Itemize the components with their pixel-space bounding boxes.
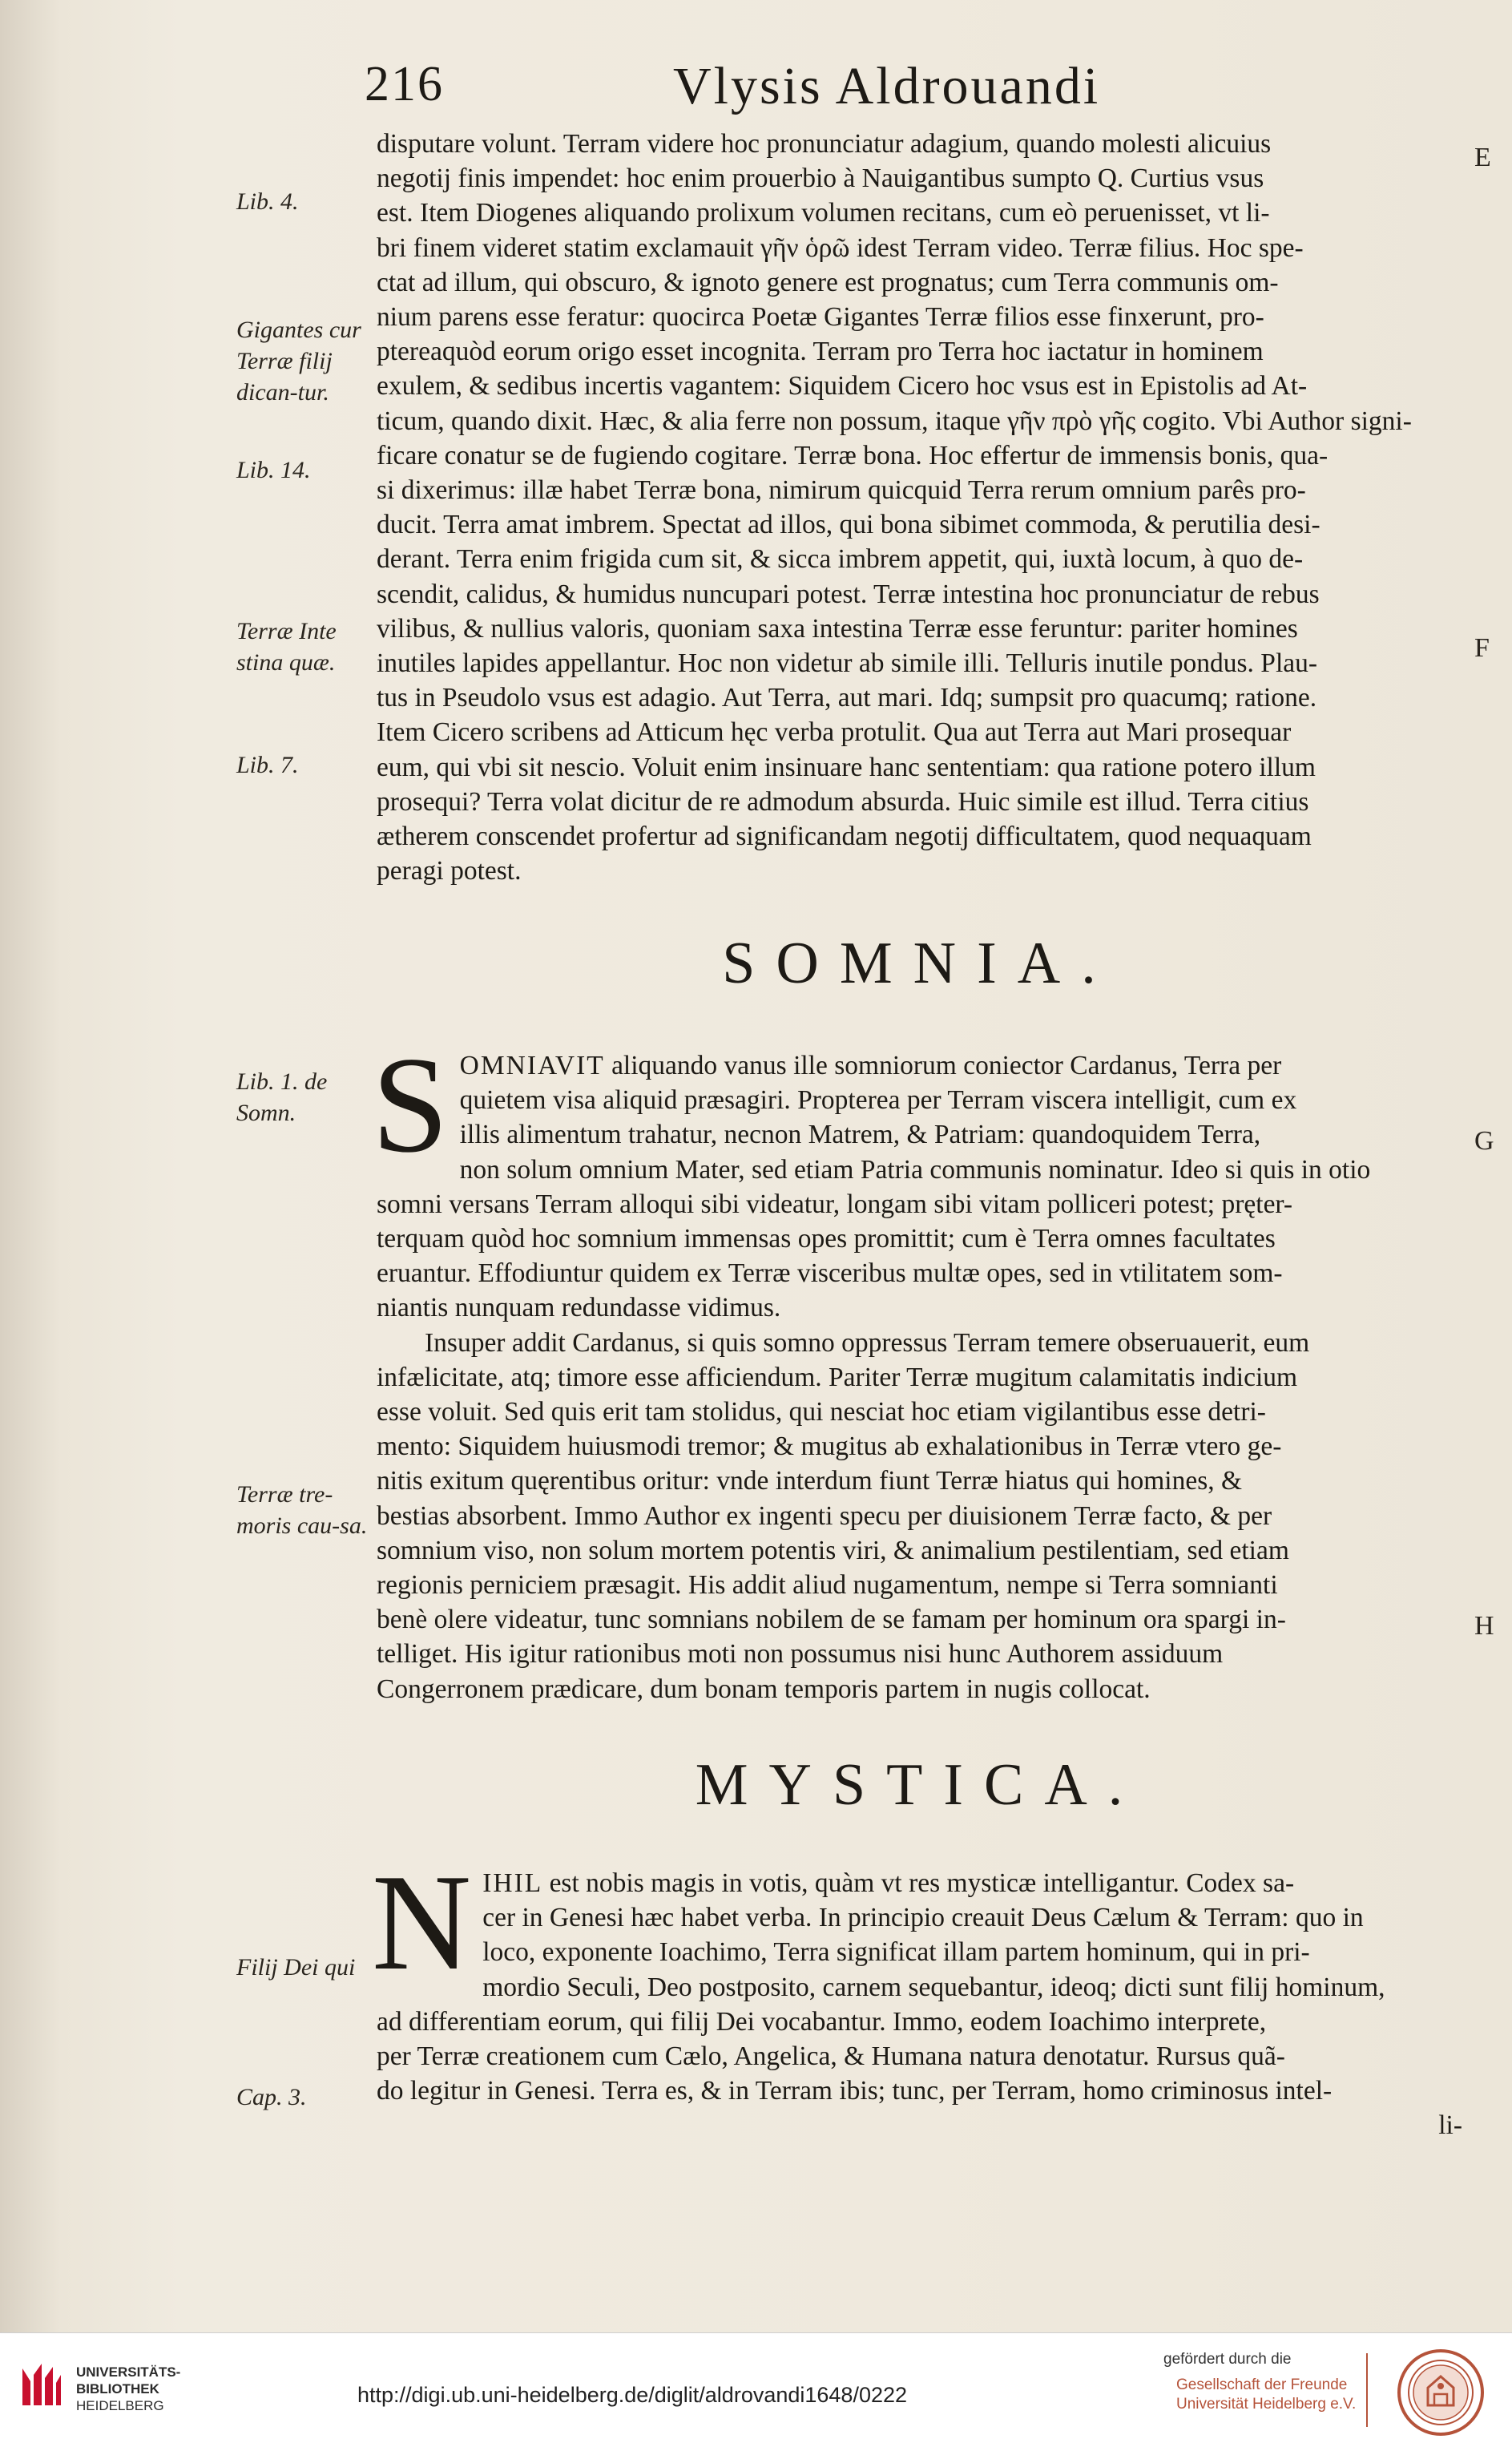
- text-line: tus in Pseudolo vsus est adagio. Aut Terra, aut mari. Idq; sumpsit pro quacumq; ratione.: [377, 683, 1317, 713]
- university-seal-icon: [1396, 2348, 1486, 2437]
- text-line: exulem, & sedibus incertis vagantem: Siquidem Cicero hoc vsus est in Epistolis ad At-: [377, 371, 1308, 402]
- page-header: [365, 56, 1502, 120]
- text-line: si dixerimus: illæ habet Terræ bona, nimirum quicquid Terra rerum omnium parês pro-: [377, 475, 1306, 506]
- text-line: nitis exitum quęrentibus oritur: vnde interdum fiunt Terræ hiatus qui homines, &: [377, 1466, 1243, 1496]
- running-head: Vlysis Aldrouandi: [673, 57, 1101, 115]
- text-line: per Terræ creationem cum Cælo, Angelica, & Humana natura denotatur. Rursus quã-: [377, 2041, 1285, 2072]
- section-somnia: [372, 1029, 1462, 1706]
- text-line: terquam quòd hoc somnium immensas opes promittit; cum è Terra omnes facultates: [377, 1224, 1276, 1254]
- text-line: quietem visa aliquid præsagiri. Propterea per Terram viscera intelligit, cum ex: [459, 1085, 1297, 1116]
- text-line: benè olere videatur, tunc somnians nobilem de se famam per hominum ora spargi in-: [377, 1605, 1286, 1635]
- section-letter: E: [1474, 143, 1491, 172]
- text-line: ficare conatur se de fugiendo cogitare. Terræ bona. Hoc effertur de immensis bonis, qua-: [377, 440, 1329, 470]
- text-line: inutiles lapides appellantur. Hoc non videtur ab simile illi. Telluris inutile pondus. Plau-: [377, 648, 1318, 679]
- lead-word: IHIL: [482, 1868, 543, 1898]
- text-line: infælicitate, atq; timore esse afficiendum. Pariter Terræ mugitum calamitatis indicium: [377, 1362, 1298, 1392]
- library-name: [76, 2364, 180, 2414]
- text-line: [377, 1048, 1462, 1083]
- text-line: non solum omnium Mater, sed etiam Patria communis nominatur. Ideo si quis in otio: [459, 1154, 1371, 1185]
- margin-note: Lib. 1. de Somn.: [236, 1068, 328, 1126]
- text-line: nium parens esse feratur: quocirca Poetæ Gigantes Terræ filios esse finxerunt, pro-: [377, 302, 1264, 333]
- text-line: ptereaquòd eorum origo esset incognita. Terram pro Terra hoc iactatur in hominem: [377, 337, 1264, 367]
- text-line: negotij finis impendet: hoc enim prouerbio à Nauigantibus sumpto Q. Curtius vsus: [377, 164, 1264, 194]
- margin-note: Lib. 14.: [236, 457, 311, 483]
- text-line: mento: Siquidem huiusmodi tremor; & mugitus ab exhalationibus in Terræ vtero ge-: [377, 1431, 1282, 1462]
- text-line: illis alimentum trahatur, necnon Matrem, & Patriam: quandoquidem Terra,: [459, 1120, 1261, 1150]
- margin-note: Gigantes cur Terræ filij dican-tur.: [236, 317, 361, 406]
- margin-note: Cap. 3.: [236, 2084, 307, 2110]
- text-line: esse voluit. Sed quis erit tam stolidus, qui nesciat hoc etiam vigilantibus esse detri-: [377, 1397, 1266, 1427]
- text-line: ticum, quando dixit. Hæc, & alia ferre non possum, itaque γῆν πρὸ γῆς cogito. Vbi Author signi-: [377, 406, 1412, 436]
- text-line: Item Cicero scribens ad Atticum hęc verba protulit. Qua aut Terra aut Mari prosequar: [377, 717, 1292, 748]
- section-mystica: [372, 1847, 1462, 2143]
- drop-cap: S: [372, 1029, 449, 1181]
- lead-word: OMNIAVIT: [459, 1051, 605, 1080]
- text-line: loco, exponente Ioachimo, Terra significat illam partem hominum, qui in pri-: [482, 1937, 1310, 1968]
- library-name-line: UNIVERSITÄTS-: [76, 2364, 181, 2380]
- section-terra-adagia: [377, 127, 1462, 888]
- text-line: regionis perniciem præsagit. His addit aliud nugamentum, nempe si Terra somnianti: [377, 1570, 1278, 1601]
- divider: [1366, 2353, 1368, 2427]
- sponsor-label: gefördert durch die: [1163, 2351, 1292, 2368]
- permalink-url[interactable]: http://digi.ub.uni-heidelberg.de/diglit/aldrovandi1648/0222: [357, 2383, 908, 2407]
- text-line: eum, qui vbi sit nescio. Voluit enim insinuare hanc sententiam: qua ratione potero illum: [377, 752, 1316, 782]
- sponsor-name[interactable]: [1176, 2376, 1356, 2414]
- text-line: ætherem conscendet profertur ad significandam negotij difficultatem, quod nequaquam: [377, 822, 1312, 852]
- text-line: telliget. His igitur rationibus moti non possumus nisi hunc Authorem assiduum: [377, 1639, 1224, 1670]
- sponsor-name-line: Gesellschaft der Freunde: [1176, 2376, 1348, 2393]
- text-line: scendit, calidus, & humidus nuncupari potest. Terræ intestina hoc pronunciatur de rebus: [377, 579, 1320, 609]
- margin-note: Terræ Inte stina quæ.: [236, 618, 337, 676]
- library-name-line: BIBLIOTHEK: [76, 2381, 159, 2397]
- text-line: bestias absorbent. Immo Author ex ingenti specu per diuisionem Terræ facto, & per: [377, 1500, 1272, 1531]
- text-line: est. Item Diogenes aliquando prolixum volumen recitans, cum eò peruenisset, vt li-: [377, 198, 1270, 228]
- section-title-somnia: SOMNIA.: [722, 931, 1117, 996]
- text-line: ducit. Terra amat imbrem. Spectat ad illos, qui bona sibimet commoda, & perutilia desi-: [377, 510, 1320, 540]
- margin-note: Terræ tre-moris cau-sa.: [236, 1481, 368, 1539]
- viewer-footer: [0, 2332, 1512, 2443]
- page-number: 216: [365, 57, 444, 111]
- text-line: niantis nunquam redundasse vidimus.: [377, 1293, 781, 1323]
- margin-note: Lib. 4.: [236, 188, 299, 215]
- drop-cap: N: [372, 1847, 472, 1999]
- section-letter: H: [1474, 1611, 1494, 1641]
- section-letter: G: [1474, 1126, 1494, 1156]
- text-line: ctat ad illum, qui obscuro, & ignoto genere est prognatus; cum Terra communis om-: [377, 267, 1279, 297]
- library-name-line: HEIDELBERG: [76, 2398, 164, 2413]
- sponsor-name-line: Universität Heidelberg e.V.: [1176, 2396, 1357, 2413]
- text-line: do legitur in Genesi. Terra es, & in Terram ibis; tunc, per Terram, homo criminosus intel-: [377, 2076, 1333, 2106]
- text-line: Congerronem prædicare, dum bonam temporis partem in nugis collocat.: [377, 1674, 1151, 1704]
- section-letter: F: [1474, 633, 1490, 663]
- text-line: bri finem videret statim exclamauit γῆν ὁρῶ idest Terram video. Terræ filius. Hoc spe-: [377, 232, 1304, 263]
- text-line: li-: [1438, 2110, 1462, 2141]
- text-line: Insuper addit Cardanus, si quis somno oppressus Terram temere obseruauerit, eum: [425, 1327, 1310, 1358]
- text-line-content: aliquando vanus ille somniorum coniector Cardanus, Terra per: [611, 1051, 1282, 1080]
- text-line-content: est nobis magis in votis, quàm vt res mysticæ intelligantur. Codex sa-: [549, 1868, 1295, 1898]
- text-line: mordio Seculi, Deo postposito, carnem sequebantur, ideoq; dicti sunt filij hominum,: [482, 1972, 1385, 2002]
- text-line: prosequi? Terra volat dicitur de re admodum absurda. Huic simile est illud. Terra citius: [377, 786, 1309, 817]
- text-line: peragi potest.: [377, 856, 522, 886]
- section-title-mystica: MYSTICA.: [695, 1752, 1144, 1818]
- text-line: vilibus, & nullius valoris, quoniam saxa intestina Terræ esse feruntur: pariter homines: [377, 613, 1298, 644]
- text-line: [377, 1866, 1462, 1900]
- margin-notes: [0, 0, 377, 2332]
- text-line: eruantur. Effodiuntur quidem ex Terræ visceribus multæ opes, sed in vtilitatem som-: [377, 1258, 1283, 1289]
- text-line: cer in Genesi hæc habet verba. In principio creauit Deus Cælum & Terram: quo in: [482, 1903, 1364, 1933]
- text-line: ad differentiam eorum, qui filij Dei vocabantur. Immo, eodem Ioachimo interprete,: [377, 2006, 1267, 2037]
- margin-note: Lib. 7.: [236, 752, 299, 778]
- text-line: somnium viso, non solum mortem potentis viri, & animalium pestilentiam, sed etiam: [377, 1535, 1289, 1565]
- margin-note: Filij Dei qui: [236, 1954, 356, 1981]
- text-line: derant. Terra enim frigida cum sit, & sicca imbrem appetit, qui, iuxtà locum, à quo de-: [377, 544, 1304, 575]
- university-library-logo-icon: [16, 2357, 66, 2413]
- text-line: somni versans Terram alloqui sibi videatur, longam sibi vitam polliceri potest; pręter-: [377, 1189, 1293, 1219]
- text-line: disputare volunt. Terram videre hoc pronunciatur adagium, quando molesti alicuius: [377, 129, 1272, 159]
